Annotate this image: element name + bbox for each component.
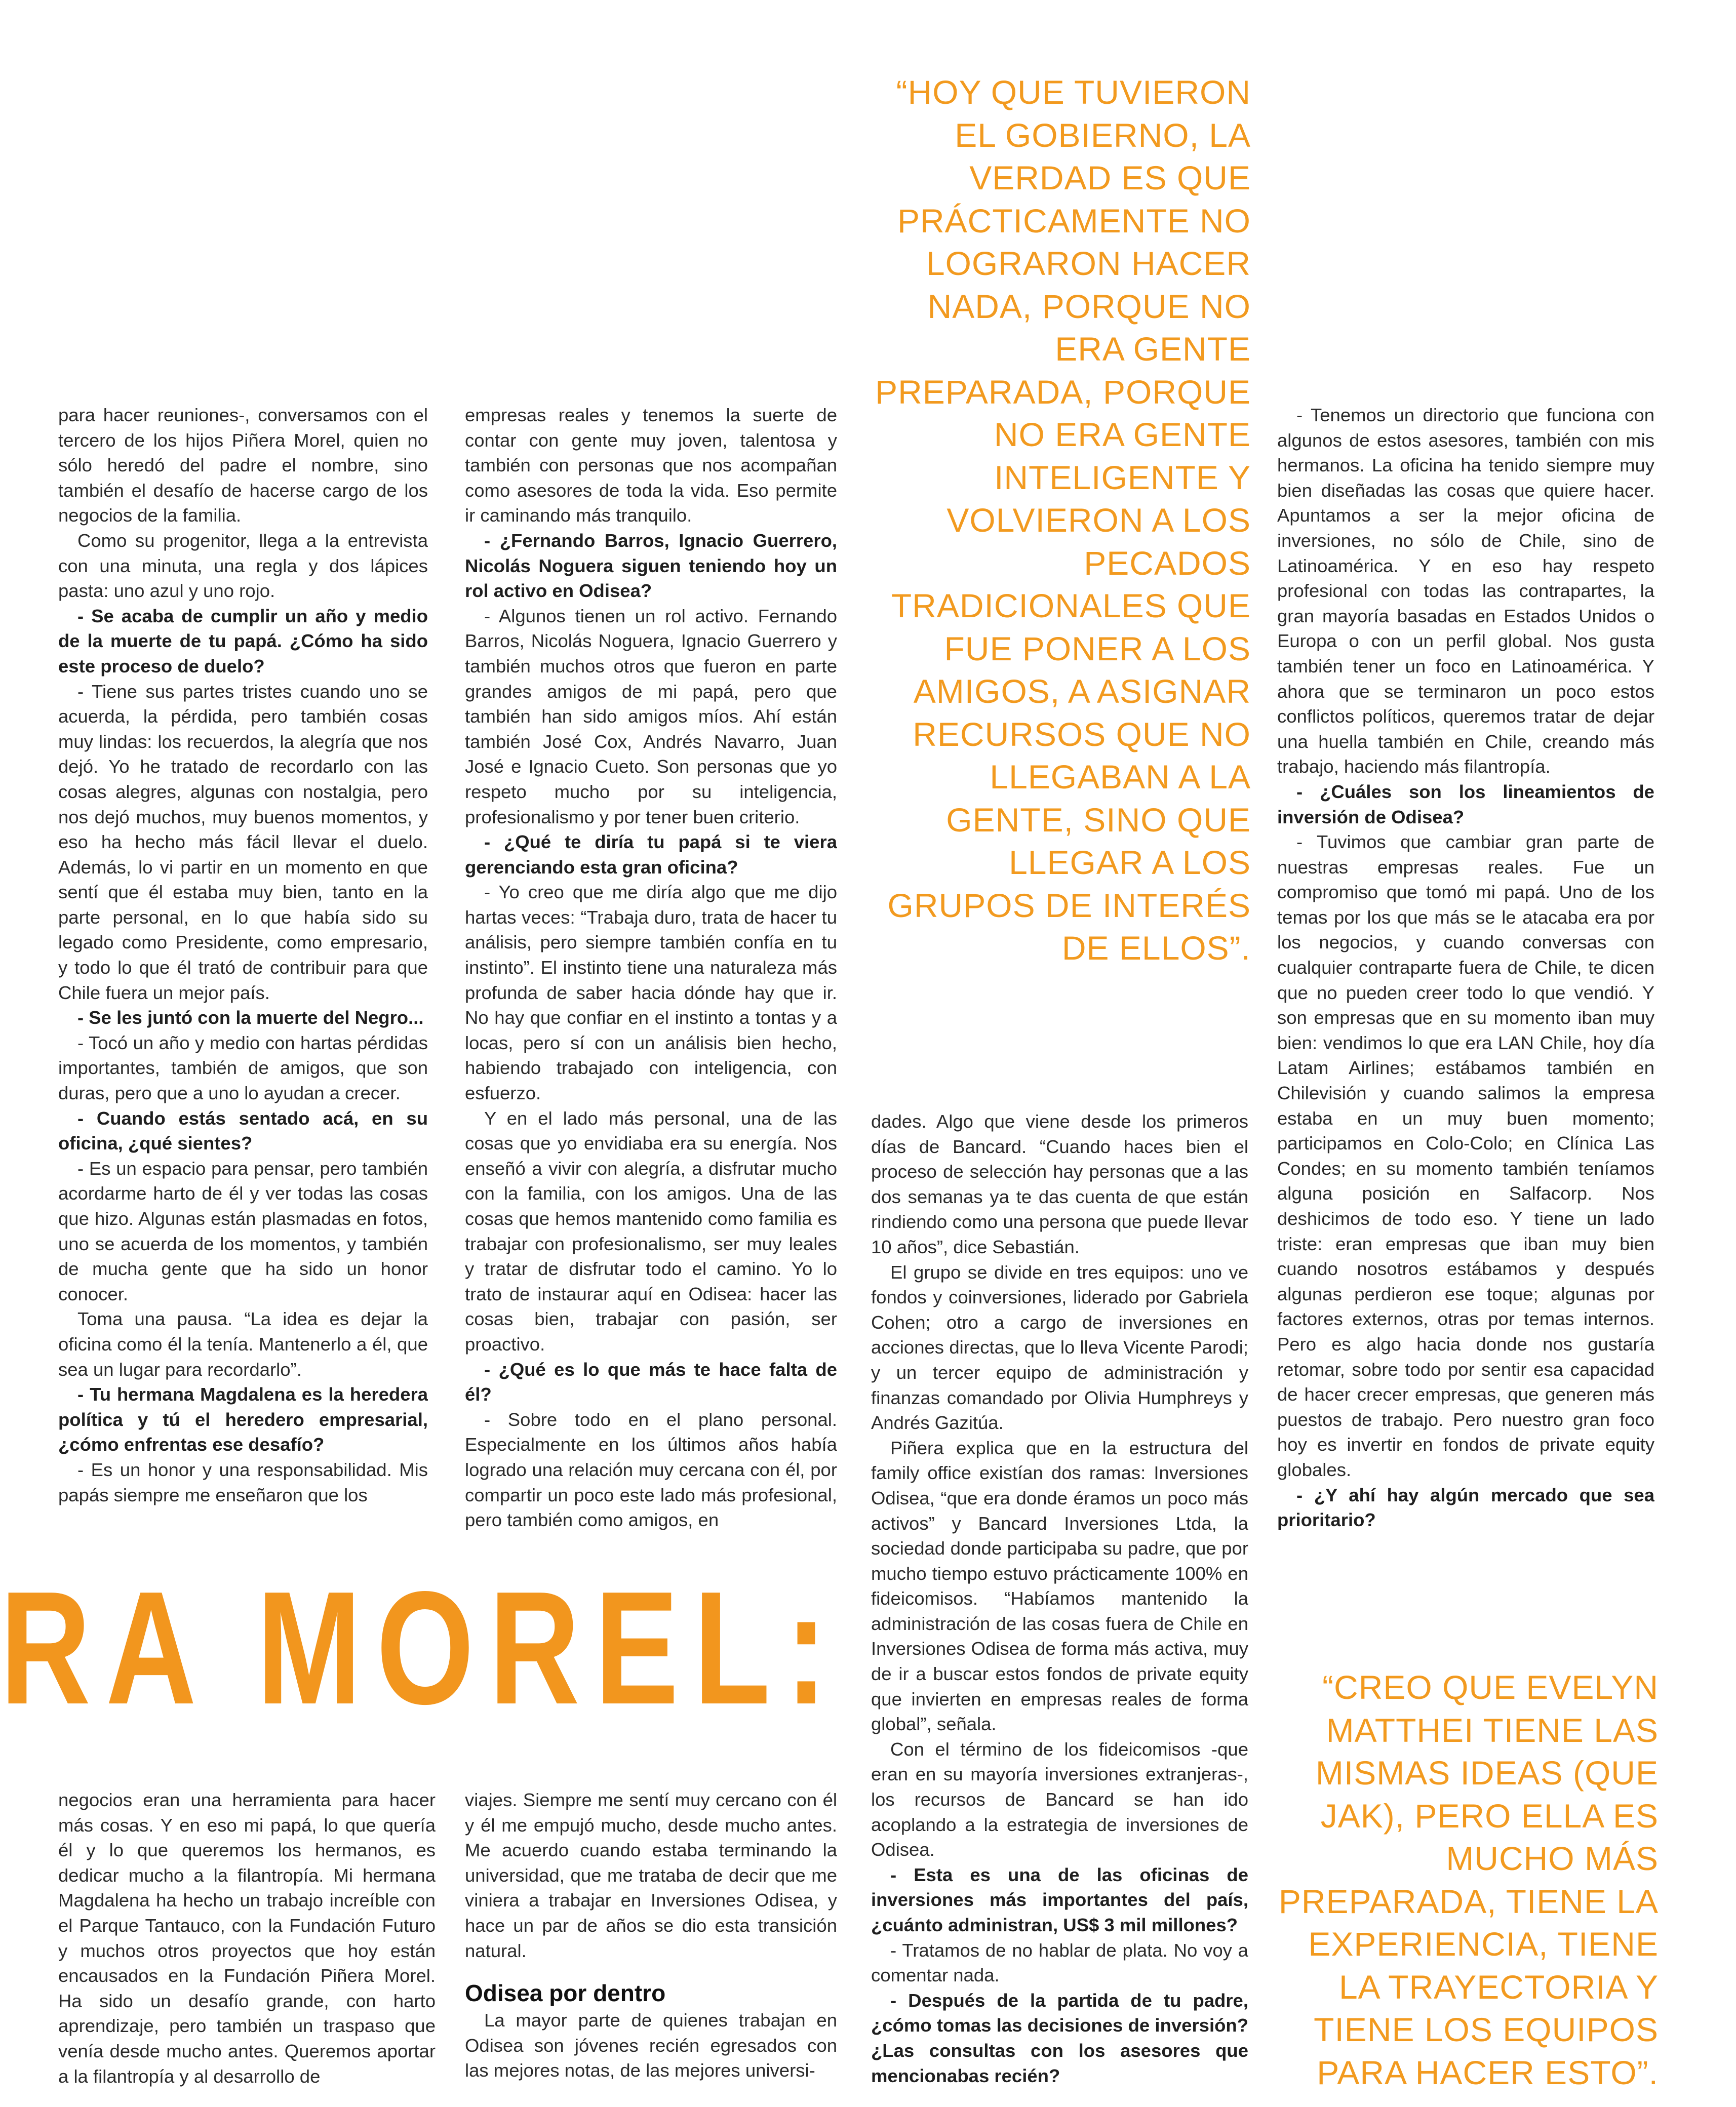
interview-question: - Cuando estás sentado acá, en su oficina, ¿qué sientes? (58, 1107, 428, 1154)
paragraph: - Es un honor y una responsabilidad. Mis papás siempre me enseñaron que los (58, 1459, 428, 1505)
article-column-4 (1277, 403, 1654, 1547)
paragraph: para hacer reuniones-, conversamos con el tercero de los hijos Piñera Morel, quien no sólo heredó del padre el nombre, sino también el desafío de hacerse cargo de los negocios de la familia. (58, 405, 428, 526)
paragraph: El grupo se divide en tres equipos: uno ve fondos y coinversiones, liderado por Gabriela Cohen; otro a cargo de inversiones en acciones directas, que lo lleva Vicente Parodi; y un tercer equipo de administración y finanzas comandado por Olivia Humphreys y Andrés Gazitúa. (871, 1261, 1248, 1434)
paragraph: viajes. Siempre me sentí muy cercano con él y él me empujó mucho, desde mucho antes. Me acuerdo cuando estaba terminando la universidad, que me trataba de decir que me viniera a trabajar en Inversiones Odisea, y hace un par de años se dio esta transición natural. (465, 1790, 837, 1961)
section-subheading: Odisea por dentro (465, 1980, 666, 2007)
paragraph: - Sobre todo en el plano personal. Especialmente en los últimos años había logrado una relación muy cercana con él, por compartir un poco este lado más profesional, pero también como amigos, en (465, 1409, 837, 1531)
pull-quote-2: “CREO QUE EVELYN MATTHEI TIENE LAS MISMAS IDEAS (QUE JAK), PERO ELLA ES MUCHO MÁS PREPARADA, TIENE LA EXPERIENCIA, TIENE LA TRAYECTORIA Y TIENE LOS EQUIPOS PARA HACER ESTO”. (1278, 1668, 1659, 2091)
pull-quote: “HOY QUE TUVIERON EL GOBIERNO, LA VERDAD ES QUE PRÁCTICAMENTE NO LOGRARON HACER NADA, PORQUE NO ERA GENTE PREPARADA, PORQUE NO ERA GENTE INTELIGENTE Y VOLVIERON A LOS PECADOS TRADICIONALES QUE FUE PONER A LOS AMIGOS, A ASIGNAR RECURSOS QUE NO LLEGABAN A LA GENTE, SINO QUE LLEGAR A LOS GRUPOS DE INTERÉS DE ELLOS”. (875, 73, 1251, 967)
paragraph: - Tratamos de no hablar de plata. No voy a comentar nada. (871, 1939, 1248, 1986)
paragraph: empresas reales y tenemos la suerte de contar con gente muy joven, talentosa y también con personas que nos acompañan como asesores de toda la vida. Eso permite ir caminando más tranquilo. (465, 405, 837, 526)
paragraph: dades. Algo que viene desde los primeros días de Bancard. “Cuando haces bien el proceso de selección hay personas que a las dos semanas ya te das cuenta de que están rindiendo como una persona que puede llevar 10 años”, dice Sebastián. (871, 1111, 1248, 1257)
paragraph: - Tocó un año y medio con hartas pérdidas importantes, también de amigos, que son duras, pero que a uno lo ayudan a crecer. (58, 1032, 428, 1104)
paragraph: - Yo creo que me diría algo que me dijo hartas veces: “Trabaja duro, trata de hacer tu análisis, pero siempre también confía en tu instinto”. El instinto tiene una naturaleza más profunda de saber hacia dónde hay que ir. No hay que confiar en el instinto a tontas y a locas, pero sí con un análisis bien hecho, habiendo trabajado con inteligencia, con esfuerzo. (465, 882, 837, 1104)
paragraph: Piñera explica que en la estructura del family office existían dos ramas: Inversiones Odisea, “que era donde éramos un poco más activos” y Bancard Inversiones Ltda, la sociedad donde participaba su padre, que por mucho tiempo estuvo prácticamente 100% en fideicomisos. “Habíamos mantenido la administración de las cosas fuera de Chile en Inversiones Odisea de forma más activa, muy de ir a buscar estos fondos de private equity que invierten en empresas reales de forma global”, señala. (871, 1437, 1248, 1735)
article-column-1 (58, 403, 428, 1547)
paragraph: negocios eran una herramienta para hacer más cosas. Y en eso mi papá, lo que quería él y lo que queremos los hermanos, es dedicar mucho a la filantropía. Mi hermana Magdalena ha hecho un trabajo increíble con el Parque Tantauco, con la Fundación Futuro y muchos otros proyectos que hoy están encausados en la Fundación Piñera Morel. Ha sido un desafío grande, con harto aprendizaje, pero también un traspaso que venía desde mucho antes. Queremos aportar a la filantropía y al desarrollo de (58, 1790, 436, 2087)
interview-question: - Después de la partida de tu padre, ¿cómo tomas las decisiones de inversión? ¿Las consultas con los asesores que mencionabas recién? (871, 1990, 1248, 2086)
paragraph: Con el término de los fideicomisos -que eran en su mayoría inversiones extranjeras-, los recursos de Bancard se han ido acoplando a la estrategia de inversiones de Odisea. (871, 1738, 1248, 1860)
interview-question: - ¿Qué es lo que más te hace falta de él? (465, 1359, 837, 1405)
paragraph: Toma una pausa. “La idea es dejar la oficina como él la tenía. Mantenerlo a él, que sea un lugar para recordarlo”. (58, 1308, 428, 1380)
paragraph: - Tenemos un directorio que funciona con algunos de estos asesores, también con mis hermanos. La oficina ha tenido siempre muy bien diseñadas las cosas que quiere hacer. Apuntamos a ser la mejor oficina de inversiones, no sólo de Chile, sino de Latinoamérica. Y en eso hay respeto profesional con todas las contrapartes, la gran mayoría basadas en Estados Unidos o Europa o con un perfil global. Nos gusta también tener un foco en Latinoamérica. Y ahora que se terminaron un poco estos conflictos políticos, queremos tratar de dejar una huella también en Chile, creando más trabajo, haciendo más filantropía. (1277, 405, 1654, 777)
paragraph: Como su progenitor, llega a la entrevista con una minuta, una regla y dos lápices pasta: uno azul y uno rojo. (58, 530, 428, 602)
paragraph: Y en el lado más personal, una de las cosas que yo envidiaba era su energía. Nos enseñó a vivir con alegría, a disfrutar mucho con la familia, con los amigos. Una de las cosas que hemos mantenido como familia es trabajar con profesionalismo, ser muy leales y tratar de disfrutar todo el camino. Yo lo trato de instaurar aquí en Odisea: hacer las cosas bien, trabajar con pasión, ser proactivo. (465, 1107, 837, 1355)
column-2-bottom-text (465, 1787, 837, 1963)
article-column-3 (871, 1109, 1248, 2096)
interview-question: - ¿Y ahí hay algún mercado que sea prioritario? (1277, 1484, 1654, 1531)
interview-question: - Tu hermana Magdalena es la heredera política y tú el heredero empresarial, ¿cómo enfrentas ese desafío? (58, 1384, 428, 1455)
paragraph: - Es un espacio para pensar, pero también acordarme harto de él y ver todas las cosas que hizo. Algunas están plasmadas en fotos, uno se acuerda de los momentos, y también de mucha gente que ha sido un honor conocer. (58, 1158, 428, 1304)
paragraph: La mayor parte de quienes trabajan en Odisea son jóvenes recién egresados con las mejores notas, de las mejores universi- (465, 2010, 837, 2081)
article-column-1-bottom (58, 1787, 436, 2106)
interview-question: - ¿Fernando Barros, Ignacio Guerrero, Nicolás Noguera siguen teniendo hoy un rol activo en Odisea? (465, 530, 837, 602)
paragraph: - Algunos tienen un rol activo. Fernando Barros, Nicolás Noguera, Ignacio Guerrero y también muchos otros que fueron en parte grandes amigos de mi papá, pero que también han sido amigos míos. Ahí están también José Cox, Andrés Navarro, Juan José e Ignacio Cueto. Son personas que yo respeto mucho por su inteligencia, profesionalismo y por tener buen criterio. (465, 605, 837, 827)
headline: RA MOREL: (0, 1558, 842, 1738)
paragraph: - Tuvimos que cambiar gran parte de nuestras empresas reales. Fue un compromiso que tomó mi papá. Uno de los temas por los que más se le atacaba era por los negocios, y cuando conversas con cualquier contraparte fuera de Chile, te dicen que no pueden creer todo lo que vendió. Y son empresas que en su momento iban muy bien: vendimos lo que era LAN Chile, hoy día Latam Airlines; estábamos también en Chilevisión y cuando salimos la empresa estaba en un muy buen momento; participamos en Colo-Colo; en Clínica Las Condes; en su momento también teníamos alguna posición en Salfacorp. Nos deshicimos de todo eso. Y tiene un lado triste: eran empresas que iban muy bien cuando nosotros estábamos y después algunas perdieron ese toque; algunas por factores externos, otras por temas internos. Pero es algo hacia donde nos gustaría retomar, sobre todo por sentir esa capacidad de hacer crecer empresas, que generen más puestos de trabajo. Pero nuestro gran foco hoy es invertir en fondos de private equity globales. (1277, 831, 1654, 1480)
interview-question: - Esta es una de las oficinas de inversiones más importantes del país, ¿cuánto administran, US$ 3 mil millones? (871, 1864, 1248, 1935)
interview-question: - ¿Cuáles son los lineamientos de inversión de Odisea? (1277, 781, 1654, 827)
interview-question: - Se les juntó con la muerte del Negro... (77, 1007, 424, 1028)
interview-question: - Se acaba de cumplir un año y medio de la muerte de tu papá. ¿Cómo ha sido este proceso de duelo? (58, 605, 428, 677)
article-column-2 (465, 403, 837, 1547)
column-2-bottom-text-2 (465, 2008, 837, 2083)
article-column-2-bottom (465, 1787, 837, 2106)
paragraph: - Tiene sus partes tristes cuando uno se acuerda, la pérdida, pero también cosas muy lindas: los recuerdos, la alegría que nos dejó. Yo he tratado de recordarlo con las cosas alegres, algunas con nostalgia, pero nos dejó muchos, muy buenos momentos, y eso ha hecho más fácil llevar el duelo. Además, lo vi partir en un momento en que sentí que él estaba muy bien, tanto en la parte personal, en lo que había sido su legado como Presidente, como empresario, y todo lo que él trató de contribuir para que Chile fuera un mejor país. (58, 681, 428, 1003)
interview-question: - ¿Qué te diría tu papá si te viera gerenciando esta gran oficina? (465, 831, 837, 878)
